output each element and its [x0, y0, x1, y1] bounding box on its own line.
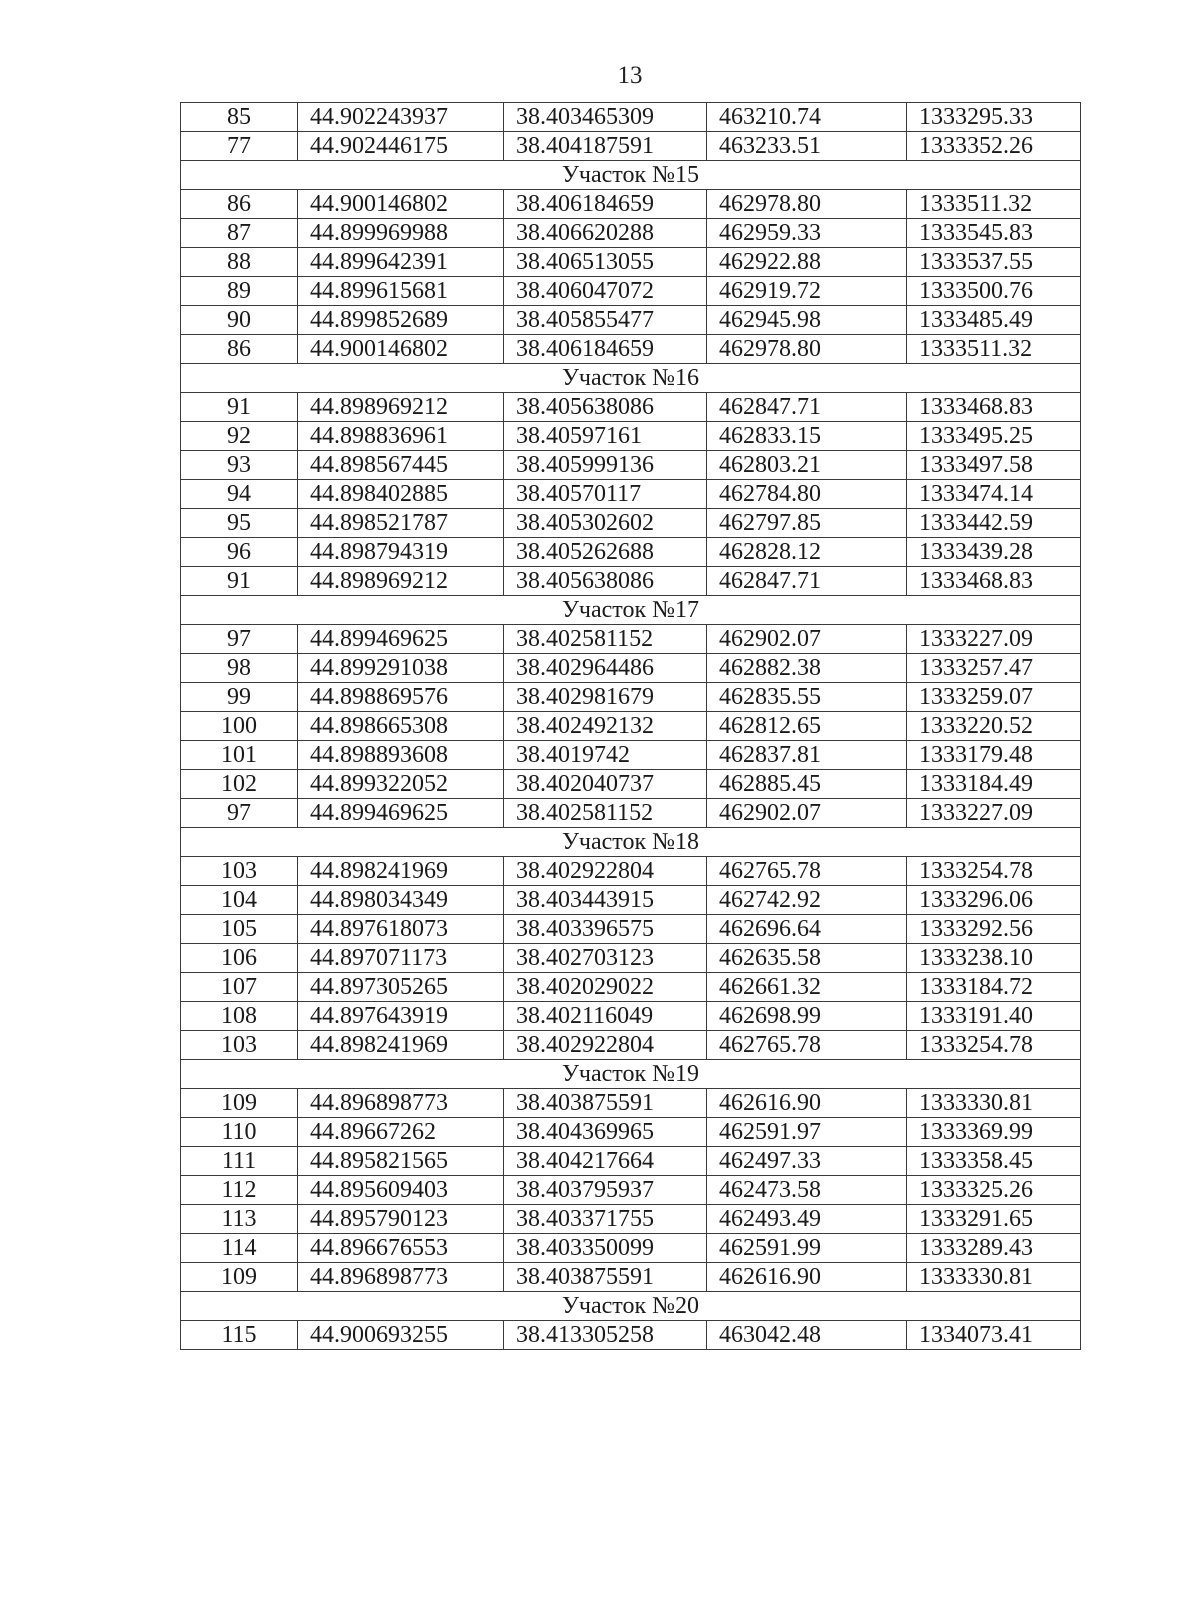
x-coordinate-cell: 463233.51	[707, 132, 907, 161]
section-title: Участок №16	[181, 364, 1081, 393]
section-header-row	[181, 596, 1081, 625]
longitude-cell: 38.402981679	[504, 683, 707, 712]
y-coordinate-cell: 1333442.59	[907, 509, 1081, 538]
x-coordinate-cell: 462765.78	[707, 1031, 907, 1060]
latitude-cell: 44.897618073	[298, 915, 504, 944]
x-coordinate-cell: 462797.85	[707, 509, 907, 538]
point-number-cell: 97	[181, 799, 298, 828]
longitude-cell: 38.402703123	[504, 944, 707, 973]
point-number-cell: 102	[181, 770, 298, 799]
table-row	[181, 103, 1081, 132]
table-row	[181, 973, 1081, 1002]
table-row	[181, 451, 1081, 480]
coordinates-table	[180, 102, 1081, 1350]
latitude-cell: 44.899322052	[298, 770, 504, 799]
point-number-cell: 91	[181, 393, 298, 422]
x-coordinate-cell: 462661.32	[707, 973, 907, 1002]
point-number-cell: 107	[181, 973, 298, 1002]
point-number-cell: 103	[181, 1031, 298, 1060]
x-coordinate-cell: 462616.90	[707, 1089, 907, 1118]
x-coordinate-cell: 462945.98	[707, 306, 907, 335]
latitude-cell: 44.89667262	[298, 1118, 504, 1147]
table-row	[181, 944, 1081, 973]
longitude-cell: 38.402581152	[504, 799, 707, 828]
table-row	[181, 915, 1081, 944]
longitude-cell: 38.402581152	[504, 625, 707, 654]
x-coordinate-cell: 462812.65	[707, 712, 907, 741]
table-row	[181, 1176, 1081, 1205]
longitude-cell: 38.406184659	[504, 190, 707, 219]
y-coordinate-cell: 1333257.47	[907, 654, 1081, 683]
latitude-cell: 44.895821565	[298, 1147, 504, 1176]
longitude-cell: 38.403350099	[504, 1234, 707, 1263]
longitude-cell: 38.405302602	[504, 509, 707, 538]
latitude-cell: 44.898567445	[298, 451, 504, 480]
longitude-cell: 38.413305258	[504, 1321, 707, 1350]
latitude-cell: 44.898241969	[298, 857, 504, 886]
longitude-cell: 38.402922804	[504, 857, 707, 886]
table-row	[181, 393, 1081, 422]
y-coordinate-cell: 1333369.99	[907, 1118, 1081, 1147]
x-coordinate-cell: 462828.12	[707, 538, 907, 567]
y-coordinate-cell: 1333238.10	[907, 944, 1081, 973]
latitude-cell: 44.896676553	[298, 1234, 504, 1263]
y-coordinate-cell: 1334073.41	[907, 1321, 1081, 1350]
longitude-cell: 38.404187591	[504, 132, 707, 161]
x-coordinate-cell: 462882.38	[707, 654, 907, 683]
latitude-cell: 44.899291038	[298, 654, 504, 683]
section-header-row	[181, 161, 1081, 190]
x-coordinate-cell: 462591.97	[707, 1118, 907, 1147]
x-coordinate-cell: 462902.07	[707, 799, 907, 828]
latitude-cell: 44.898794319	[298, 538, 504, 567]
x-coordinate-cell: 462978.80	[707, 190, 907, 219]
latitude-cell: 44.898836961	[298, 422, 504, 451]
x-coordinate-cell: 462922.88	[707, 248, 907, 277]
longitude-cell: 38.402116049	[504, 1002, 707, 1031]
latitude-cell: 44.899969988	[298, 219, 504, 248]
latitude-cell: 44.900146802	[298, 335, 504, 364]
y-coordinate-cell: 1333468.83	[907, 567, 1081, 596]
section-title: Участок №19	[181, 1060, 1081, 1089]
latitude-cell: 44.897643919	[298, 1002, 504, 1031]
y-coordinate-cell: 1333254.78	[907, 857, 1081, 886]
longitude-cell: 38.402029022	[504, 973, 707, 1002]
latitude-cell: 44.902243937	[298, 103, 504, 132]
table-row	[181, 741, 1081, 770]
y-coordinate-cell: 1333330.81	[907, 1263, 1081, 1292]
latitude-cell: 44.898034349	[298, 886, 504, 915]
latitude-cell: 44.898893608	[298, 741, 504, 770]
x-coordinate-cell: 462837.81	[707, 741, 907, 770]
point-number-cell: 96	[181, 538, 298, 567]
table-row	[181, 1002, 1081, 1031]
y-coordinate-cell: 1333184.72	[907, 973, 1081, 1002]
section-title: Участок №15	[181, 161, 1081, 190]
x-coordinate-cell: 463042.48	[707, 1321, 907, 1350]
y-coordinate-cell: 1333295.33	[907, 103, 1081, 132]
longitude-cell: 38.403443915	[504, 886, 707, 915]
latitude-cell: 44.898969212	[298, 393, 504, 422]
table-row	[181, 1234, 1081, 1263]
section-title: Участок №20	[181, 1292, 1081, 1321]
longitude-cell: 38.405638086	[504, 393, 707, 422]
x-coordinate-cell: 462902.07	[707, 625, 907, 654]
longitude-cell: 38.403795937	[504, 1176, 707, 1205]
point-number-cell: 99	[181, 683, 298, 712]
point-number-cell: 113	[181, 1205, 298, 1234]
table-row	[181, 770, 1081, 799]
longitude-cell: 38.405999136	[504, 451, 707, 480]
table-row	[181, 1031, 1081, 1060]
table-row	[181, 1147, 1081, 1176]
latitude-cell: 44.898969212	[298, 567, 504, 596]
table-row	[181, 132, 1081, 161]
point-number-cell: 110	[181, 1118, 298, 1147]
longitude-cell: 38.404369965	[504, 1118, 707, 1147]
point-number-cell: 93	[181, 451, 298, 480]
table-row	[181, 1118, 1081, 1147]
longitude-cell: 38.40597161	[504, 422, 707, 451]
latitude-cell: 44.900146802	[298, 190, 504, 219]
x-coordinate-cell: 462742.92	[707, 886, 907, 915]
y-coordinate-cell: 1333495.25	[907, 422, 1081, 451]
longitude-cell: 38.405855477	[504, 306, 707, 335]
point-number-cell: 111	[181, 1147, 298, 1176]
coordinates-table-body	[181, 103, 1081, 1350]
point-number-cell: 89	[181, 277, 298, 306]
point-number-cell: 86	[181, 335, 298, 364]
table-row	[181, 480, 1081, 509]
latitude-cell: 44.898521787	[298, 509, 504, 538]
y-coordinate-cell: 1333325.26	[907, 1176, 1081, 1205]
point-number-cell: 104	[181, 886, 298, 915]
point-number-cell: 97	[181, 625, 298, 654]
latitude-cell: 44.898241969	[298, 1031, 504, 1060]
y-coordinate-cell: 1333511.32	[907, 190, 1081, 219]
latitude-cell: 44.895790123	[298, 1205, 504, 1234]
longitude-cell: 38.405638086	[504, 567, 707, 596]
latitude-cell: 44.895609403	[298, 1176, 504, 1205]
x-coordinate-cell: 462765.78	[707, 857, 907, 886]
section-title: Участок №18	[181, 828, 1081, 857]
table-row	[181, 248, 1081, 277]
x-coordinate-cell: 462696.64	[707, 915, 907, 944]
table-row	[181, 683, 1081, 712]
table-row	[181, 857, 1081, 886]
y-coordinate-cell: 1333500.76	[907, 277, 1081, 306]
latitude-cell: 44.899469625	[298, 625, 504, 654]
point-number-cell: 101	[181, 741, 298, 770]
longitude-cell: 38.404217664	[504, 1147, 707, 1176]
y-coordinate-cell: 1333227.09	[907, 799, 1081, 828]
table-row	[181, 712, 1081, 741]
section-title: Участок №17	[181, 596, 1081, 625]
table-row	[181, 1321, 1081, 1350]
y-coordinate-cell: 1333545.83	[907, 219, 1081, 248]
point-number-cell: 87	[181, 219, 298, 248]
x-coordinate-cell: 462493.49	[707, 1205, 907, 1234]
point-number-cell: 109	[181, 1263, 298, 1292]
point-number-cell: 105	[181, 915, 298, 944]
table-row	[181, 654, 1081, 683]
longitude-cell: 38.4019742	[504, 741, 707, 770]
y-coordinate-cell: 1333474.14	[907, 480, 1081, 509]
point-number-cell: 106	[181, 944, 298, 973]
y-coordinate-cell: 1333330.81	[907, 1089, 1081, 1118]
x-coordinate-cell: 462885.45	[707, 770, 907, 799]
point-number-cell: 112	[181, 1176, 298, 1205]
y-coordinate-cell: 1333511.32	[907, 335, 1081, 364]
y-coordinate-cell: 1333537.55	[907, 248, 1081, 277]
latitude-cell: 44.896898773	[298, 1263, 504, 1292]
point-number-cell: 94	[181, 480, 298, 509]
point-number-cell: 98	[181, 654, 298, 683]
longitude-cell: 38.402922804	[504, 1031, 707, 1060]
latitude-cell: 44.899615681	[298, 277, 504, 306]
latitude-cell: 44.898665308	[298, 712, 504, 741]
x-coordinate-cell: 462591.99	[707, 1234, 907, 1263]
table-row	[181, 625, 1081, 654]
longitude-cell: 38.403396575	[504, 915, 707, 944]
latitude-cell: 44.900693255	[298, 1321, 504, 1350]
x-coordinate-cell: 462847.71	[707, 567, 907, 596]
x-coordinate-cell: 462473.58	[707, 1176, 907, 1205]
point-number-cell: 91	[181, 567, 298, 596]
y-coordinate-cell: 1333439.28	[907, 538, 1081, 567]
table-row	[181, 1205, 1081, 1234]
section-header-row	[181, 1060, 1081, 1089]
longitude-cell: 38.406184659	[504, 335, 707, 364]
longitude-cell: 38.406513055	[504, 248, 707, 277]
y-coordinate-cell: 1333485.49	[907, 306, 1081, 335]
y-coordinate-cell: 1333220.52	[907, 712, 1081, 741]
x-coordinate-cell: 462978.80	[707, 335, 907, 364]
latitude-cell: 44.902446175	[298, 132, 504, 161]
table-row	[181, 335, 1081, 364]
table-row	[181, 219, 1081, 248]
y-coordinate-cell: 1333289.43	[907, 1234, 1081, 1263]
x-coordinate-cell: 462919.72	[707, 277, 907, 306]
y-coordinate-cell: 1333352.26	[907, 132, 1081, 161]
latitude-cell: 44.899469625	[298, 799, 504, 828]
point-number-cell: 95	[181, 509, 298, 538]
table-row	[181, 886, 1081, 915]
point-number-cell: 109	[181, 1089, 298, 1118]
y-coordinate-cell: 1333191.40	[907, 1002, 1081, 1031]
x-coordinate-cell: 462698.99	[707, 1002, 907, 1031]
latitude-cell: 44.897071173	[298, 944, 504, 973]
table-row	[181, 306, 1081, 335]
x-coordinate-cell: 462784.80	[707, 480, 907, 509]
x-coordinate-cell: 462847.71	[707, 393, 907, 422]
point-number-cell: 85	[181, 103, 298, 132]
latitude-cell: 44.898402885	[298, 480, 504, 509]
section-header-row	[181, 828, 1081, 857]
y-coordinate-cell: 1333468.83	[907, 393, 1081, 422]
y-coordinate-cell: 1333254.78	[907, 1031, 1081, 1060]
longitude-cell: 38.403875591	[504, 1263, 707, 1292]
latitude-cell: 44.899642391	[298, 248, 504, 277]
longitude-cell: 38.402964486	[504, 654, 707, 683]
latitude-cell: 44.899852689	[298, 306, 504, 335]
point-number-cell: 108	[181, 1002, 298, 1031]
y-coordinate-cell: 1333291.65	[907, 1205, 1081, 1234]
point-number-cell: 115	[181, 1321, 298, 1350]
x-coordinate-cell: 462635.58	[707, 944, 907, 973]
table-row	[181, 277, 1081, 306]
table-row	[181, 509, 1081, 538]
x-coordinate-cell: 462497.33	[707, 1147, 907, 1176]
y-coordinate-cell: 1333227.09	[907, 625, 1081, 654]
table-row	[181, 567, 1081, 596]
longitude-cell: 38.402492132	[504, 712, 707, 741]
latitude-cell: 44.896898773	[298, 1089, 504, 1118]
latitude-cell: 44.897305265	[298, 973, 504, 1002]
x-coordinate-cell: 462959.33	[707, 219, 907, 248]
section-header-row	[181, 364, 1081, 393]
table-row	[181, 190, 1081, 219]
longitude-cell: 38.402040737	[504, 770, 707, 799]
point-number-cell: 77	[181, 132, 298, 161]
table-row	[181, 538, 1081, 567]
y-coordinate-cell: 1333497.58	[907, 451, 1081, 480]
longitude-cell: 38.406620288	[504, 219, 707, 248]
table-row	[181, 1263, 1081, 1292]
x-coordinate-cell: 462616.90	[707, 1263, 907, 1292]
y-coordinate-cell: 1333179.48	[907, 741, 1081, 770]
page-number: 13	[617, 62, 643, 89]
x-coordinate-cell: 462833.15	[707, 422, 907, 451]
point-number-cell: 92	[181, 422, 298, 451]
longitude-cell: 38.406047072	[504, 277, 707, 306]
longitude-cell: 38.405262688	[504, 538, 707, 567]
point-number-cell: 103	[181, 857, 298, 886]
longitude-cell: 38.403465309	[504, 103, 707, 132]
table-row	[181, 422, 1081, 451]
table-row	[181, 799, 1081, 828]
y-coordinate-cell: 1333259.07	[907, 683, 1081, 712]
x-coordinate-cell: 462835.55	[707, 683, 907, 712]
longitude-cell: 38.403875591	[504, 1089, 707, 1118]
latitude-cell: 44.898869576	[298, 683, 504, 712]
y-coordinate-cell: 1333358.45	[907, 1147, 1081, 1176]
point-number-cell: 100	[181, 712, 298, 741]
point-number-cell: 86	[181, 190, 298, 219]
longitude-cell: 38.403371755	[504, 1205, 707, 1234]
longitude-cell: 38.40570117	[504, 480, 707, 509]
x-coordinate-cell: 462803.21	[707, 451, 907, 480]
y-coordinate-cell: 1333292.56	[907, 915, 1081, 944]
section-header-row	[181, 1292, 1081, 1321]
point-number-cell: 90	[181, 306, 298, 335]
y-coordinate-cell: 1333296.06	[907, 886, 1081, 915]
y-coordinate-cell: 1333184.49	[907, 770, 1081, 799]
table-row	[181, 1089, 1081, 1118]
point-number-cell: 114	[181, 1234, 298, 1263]
point-number-cell: 88	[181, 248, 298, 277]
x-coordinate-cell: 463210.74	[707, 103, 907, 132]
